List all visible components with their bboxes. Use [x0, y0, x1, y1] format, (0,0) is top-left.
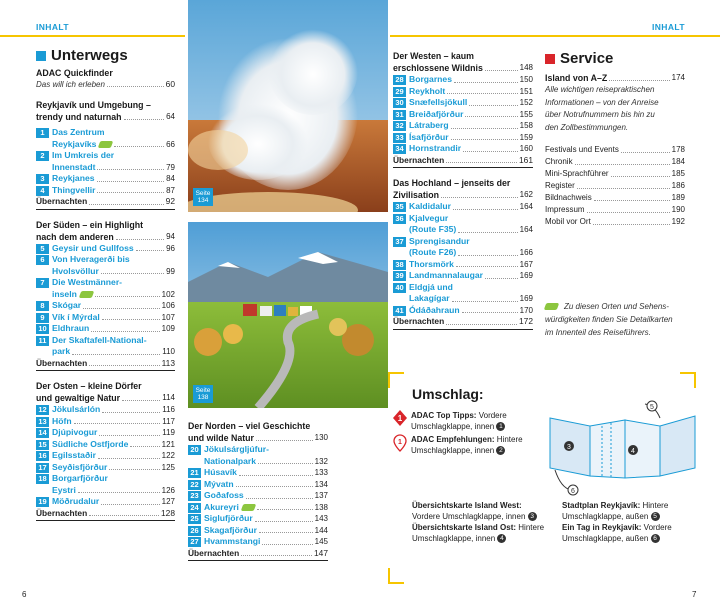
- service-item[interactable]: Festivals und Events 178: [545, 145, 685, 154]
- map-note: Zu diesen Orten und Sehens- würdigkeiten finden Sie Detailkarten im Innenteil des Reiseführers.: [545, 302, 673, 337]
- toc-item-30[interactable]: 30 Snæfellsjökull 152: [393, 97, 533, 109]
- cover-stadtplan[interactable]: Stadtplan Reykjavík: Hintere Umschlagklappe, außen 5: [562, 501, 669, 521]
- region-heading[interactable]: Der Westen – kaum erschlossene Wildnis 148: [393, 51, 533, 73]
- yellow-corner-right-v: [694, 372, 696, 388]
- toc-item-5[interactable]: 5 Geysir und Gullfoss 96: [36, 243, 175, 255]
- toc-item-27[interactable]: 27 Hvammstangi 145: [188, 536, 328, 548]
- service-item[interactable]: Bildnachweis 189: [545, 193, 685, 202]
- landscape-illustration: [188, 222, 388, 408]
- toc-item-16[interactable]: 16 Egilsstaðir 122: [36, 450, 175, 462]
- toc-item-7[interactable]: 7 Die Westmänner- inseln 102: [36, 277, 175, 300]
- map-icon: [241, 504, 257, 511]
- toc-item-25[interactable]: 25 Siglufjörður 143: [188, 513, 328, 525]
- red-square-icon: [545, 54, 555, 64]
- service-item[interactable]: Chronik 184: [545, 157, 685, 166]
- stay-entry[interactable]: Übernachten 92: [36, 196, 175, 206]
- toc-item-38[interactable]: 38 Thorsmörk 167: [393, 259, 533, 271]
- top-rule-left: [0, 35, 185, 37]
- toc-item-39[interactable]: 39 Landmannalaugar 169: [393, 270, 533, 282]
- toc-item-34[interactable]: 34 Hornstrandir 160: [393, 143, 533, 155]
- toc-column-1: [36, 47, 175, 521]
- toc-item-9[interactable]: 9 Vík í Mýrdal 107: [36, 312, 175, 324]
- toc-item-18[interactable]: 18 Borgarfjörður Eystri 126: [36, 473, 175, 496]
- page-number-right: 7: [692, 590, 697, 599]
- toc-item-11[interactable]: 11 Der Skaftafell-National- park 110: [36, 335, 175, 358]
- divider: [36, 520, 175, 521]
- svg-text:5: 5: [650, 404, 654, 411]
- photo-page-label-bottom[interactable]: Seite 138: [193, 385, 213, 403]
- toc-item-3[interactable]: 3 Reykjanes 84: [36, 173, 175, 185]
- toc-item-12[interactable]: 12 Jökulsárlón 116: [36, 404, 175, 416]
- photo-geothermal-steam: [188, 0, 388, 212]
- divider: [188, 560, 328, 561]
- toc-item-13[interactable]: 13 Höfn 117: [36, 416, 175, 428]
- map-icon: [79, 291, 95, 298]
- svg-text:6: 6: [571, 488, 575, 495]
- stay-entry[interactable]: Übernachten 172: [393, 316, 533, 326]
- stay-entry[interactable]: Übernachten 113: [36, 357, 175, 368]
- svg-text:4: 4: [631, 448, 635, 455]
- section-title-service: Service: [545, 50, 685, 67]
- cover-empfehlungen[interactable]: 1 ADAC Empfehlungen: Hintere Umschlagklappe, innen 2: [393, 434, 533, 456]
- blue-square-icon: [36, 51, 46, 61]
- map-icon: [544, 303, 560, 310]
- toc-item-21[interactable]: 21 Húsavík 133: [188, 467, 328, 479]
- toc-item-32[interactable]: 32 Látraberg 158: [393, 120, 533, 132]
- toc-item-10[interactable]: 10 Eldhraun 109: [36, 323, 175, 335]
- yellow-corner-top: [388, 372, 390, 388]
- cover-fold-diagram: [545, 398, 705, 498]
- page-number-left: 6: [22, 590, 27, 599]
- toc-item-37[interactable]: 37 Sprengisandur (Route F26) 166: [393, 236, 533, 259]
- service-item[interactable]: Register 186: [545, 181, 685, 190]
- cover-top-tipps[interactable]: 1 ADAC Top Tipps: Vordere Umschlagklappe, innen 1: [393, 410, 533, 432]
- quickfinder-title: ADAC Quickfinder: [36, 67, 113, 78]
- stay-entry[interactable]: Übernachten 128: [36, 507, 175, 518]
- cover-karte-ost[interactable]: Übersichtskarte Island Ost: Hintere Umschlagklappe, innen 4: [412, 523, 545, 543]
- toc-item-15[interactable]: 15 Südliche Ostfjorde 121: [36, 439, 175, 451]
- toc-item-17[interactable]: 17 Seyðisfjörður 125: [36, 462, 175, 474]
- region-heading[interactable]: Der Norden – viel Geschichte und wilde Natur 130: [188, 421, 328, 443]
- region-heading[interactable]: Das Hochland – jenseits der Zivilisation 162: [393, 178, 533, 200]
- stay-entry[interactable]: Übernachten 147: [188, 547, 328, 558]
- toc-item-20[interactable]: 20 Jökulsárgljúfur- Nationalpark 132: [188, 444, 328, 467]
- toc-item-19[interactable]: 19 Möðrudalur 127: [36, 496, 175, 508]
- running-head-left: INHALT: [36, 22, 69, 32]
- service-column: [545, 50, 685, 339]
- region-heading[interactable]: Der Osten – kleine Dörfer und gewaltige Natur 114: [36, 381, 175, 403]
- toc-item-41[interactable]: 41 Ódáðahraun 170: [393, 305, 533, 317]
- toc-item-22[interactable]: 22 Mývatn 134: [188, 479, 328, 491]
- service-note: Alle wichtigen reisepraktischen Informationen – von der Anreise über Notrufnummern bis hin zu den Zollbestimmungen.: [545, 85, 659, 132]
- section-title-unterwegs: Unterwegs: [36, 50, 175, 62]
- toc-item-1[interactable]: 1 Das Zentrum Reykjavíks 66: [36, 127, 175, 150]
- svg-text:3: 3: [567, 444, 571, 451]
- map-icon: [98, 141, 114, 148]
- toc-item-24[interactable]: 24 Akureyri 138: [188, 502, 328, 514]
- toc-item-29[interactable]: 29 Reykholt 151: [393, 86, 533, 98]
- empfehlung-pin-icon: [393, 434, 407, 452]
- toc-item-33[interactable]: 33 Ísafjörður 159: [393, 132, 533, 144]
- toc-item-31[interactable]: 31 Breiðafjörður 155: [393, 109, 533, 121]
- toc-item-23[interactable]: 23 Goðafoss 137: [188, 490, 328, 502]
- service-item[interactable]: Mobil vor Ort 192: [545, 217, 685, 226]
- region-heading[interactable]: Der Süden – ein Highlight nach dem anderen 94: [36, 219, 175, 242]
- service-item[interactable]: Impressum 190: [545, 205, 685, 214]
- toc-item-28[interactable]: 28 Borgarnes 150: [393, 74, 533, 86]
- toc-item-6[interactable]: 6 Von Hveragerði bis Hvolsvöllur 99: [36, 254, 175, 277]
- top-tipp-icon: [393, 410, 407, 426]
- stay-entry[interactable]: Übernachten 161: [393, 154, 533, 165]
- cover-ein-tag[interactable]: Ein Tag in Reykjavík: Vordere Umschlagklappe, außen 6: [562, 523, 672, 543]
- steam-vent-illustration: [188, 0, 388, 212]
- toc-item-14[interactable]: 14 Djúpivogur 119: [36, 427, 175, 439]
- region-heading[interactable]: Reykjavík und Umgebung – trendy und naturnah 64: [36, 100, 175, 122]
- top-rule-right: [390, 35, 720, 37]
- divider: [393, 329, 533, 330]
- yellow-corner-bottom-h: [388, 582, 404, 584]
- toc-item-8[interactable]: 8 Skógar 106: [36, 300, 175, 312]
- toc-column-2: [188, 420, 328, 561]
- photo-village-road: [188, 222, 388, 408]
- svg-text:1: 1: [397, 414, 403, 423]
- toc-item-4[interactable]: 4 Thingvellir 87: [36, 185, 175, 197]
- service-a-z[interactable]: Island von A–Z 174: [545, 73, 685, 83]
- running-head-right: INHALT: [652, 22, 685, 32]
- yellow-corner-top-h: [388, 372, 404, 374]
- cover-title: Umschlag:: [412, 386, 484, 402]
- toc-item-26[interactable]: 26 Skagafjörður 144: [188, 525, 328, 537]
- cover-karte-west[interactable]: Übersichtskarte Island West: Vordere Umschlagklappe, innen 3: [412, 500, 557, 522]
- toc-item-36[interactable]: 36 Kjalvegur (Route F35) 164: [393, 213, 533, 236]
- toc-item-40[interactable]: 40 Eldgjá und Lakagígar 169: [393, 282, 533, 305]
- quickfinder-entry[interactable]: Das will ich erleben 60: [36, 78, 175, 89]
- service-item[interactable]: Mini-Sprachführer 185: [545, 169, 685, 178]
- toc-item-35[interactable]: 35 Kaldidalur 164: [393, 201, 533, 213]
- photo-page-label-top[interactable]: Seite 134: [193, 188, 213, 206]
- svg-text:1: 1: [398, 439, 402, 446]
- toc-column-3: [393, 50, 533, 330]
- toc-item-2[interactable]: 2 Im Umkreis der Innenstadt 79: [36, 150, 175, 173]
